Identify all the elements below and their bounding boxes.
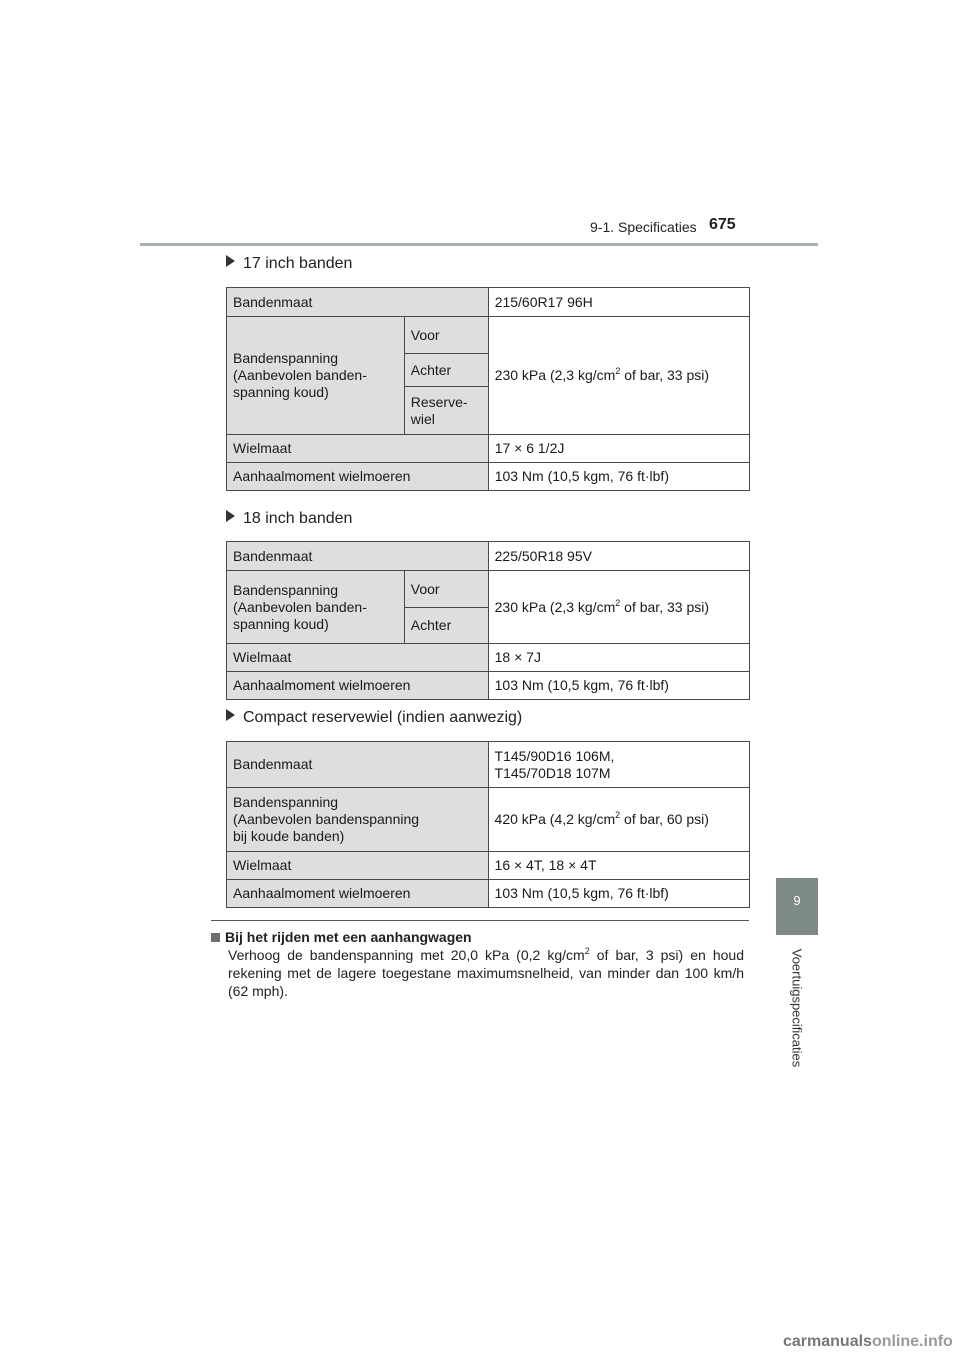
watermark (783, 1333, 953, 1351)
label-line: spanning koud) (233, 615, 329, 632)
value-bandenspanning (488, 317, 749, 435)
position-achter: Achter (404, 354, 488, 387)
value-wielmaat: 17 × 6 1/2J (488, 435, 749, 463)
superscript: 2 (584, 946, 590, 956)
heading-17-inch (226, 255, 352, 273)
label-bandenmaat: Bandenmaat (227, 742, 489, 788)
value-bandenmaat: 225/50R18 95V (488, 542, 749, 571)
value-text: 420 kPa (4,2 kg/cm (494, 811, 616, 827)
superscript: 2 (615, 597, 621, 608)
label-bandenspanning (227, 571, 405, 644)
value-bandenmaat: 215/60R17 96H (488, 288, 749, 317)
arrow-right-icon (226, 510, 235, 522)
value-text: of bar, 60 psi) (620, 811, 709, 827)
label-aanhaalmoment: Aanhaalmoment wielmoeren (227, 463, 489, 491)
value-text: of bar, 33 psi) (620, 367, 710, 383)
note-text: of bar, 3 psi) en houd rekening met de lagere toegestane maximumsnelheid, van minder dan 100 km/h (62 mph). (228, 947, 744, 999)
value-line: T145/70D18 107M (494, 764, 611, 781)
spec-table-compact-reservewiel (226, 741, 750, 908)
position-voor: Voor (404, 571, 488, 608)
spec-table-18-inch (226, 541, 750, 700)
square-bullet-icon (211, 933, 220, 942)
value-text: 230 kPa (2,3 kg/cm (494, 367, 616, 383)
label-line: (Aanbevolen bandenspanning (233, 811, 420, 827)
position-voor: Voor (404, 317, 488, 354)
arrow-right-icon (226, 709, 235, 721)
label-wielmaat: Wielmaat (227, 435, 489, 463)
note-title-text: Bij het rijden met een aanhangwagen (225, 929, 472, 945)
label-aanhaalmoment: Aanhaalmoment wielmoeren (227, 672, 489, 700)
value-aanhaalmoment: 103 Nm (10,5 kgm, 76 ft·lbf) (488, 672, 749, 700)
note-title (211, 929, 472, 945)
header-divider (140, 243, 818, 246)
label-line: (Aanbevolen banden- (233, 367, 367, 383)
position-reservewiel (404, 387, 488, 435)
value-text: of bar, 33 psi) (620, 598, 709, 615)
label-aanhaalmoment: Aanhaalmoment wielmoeren (227, 880, 489, 908)
label-bandenmaat: Bandenmaat (227, 288, 489, 317)
label-line: spanning koud) (233, 384, 329, 400)
chapter-tab[interactable] (776, 878, 818, 935)
note-body (228, 946, 744, 1000)
label-line: Bandenspanning (233, 794, 339, 810)
watermark-part: carmanuals (783, 1333, 872, 1350)
label-line: bij koude banden) (233, 828, 345, 844)
label-line: Bandenspanning (233, 581, 339, 598)
label-bandenspanning (227, 317, 405, 435)
value-bandenspanning (488, 788, 749, 852)
label-line: wiel (410, 410, 435, 427)
value-wielmaat: 18 × 7J (488, 644, 749, 672)
chapter-number: 9 (793, 893, 801, 908)
spec-table-17-inch (226, 287, 750, 491)
value-bandenmaat (488, 742, 749, 788)
label-bandenmaat: Bandenmaat (227, 542, 489, 571)
label-wielmaat: Wielmaat (227, 644, 489, 672)
value-bandenspanning (488, 571, 749, 644)
chapter-side-label: Voertuigspecificaties (789, 948, 805, 1068)
label-line: (Aanbevolen banden- (233, 598, 367, 615)
value-text: 230 kPa (2,3 kg/cm (494, 598, 616, 615)
label-bandenspanning (227, 788, 489, 852)
label-wielmaat: Wielmaat (227, 852, 489, 880)
label-line: Reserve- (410, 393, 468, 410)
heading-text: 17 inch banden (243, 255, 353, 272)
heading-18-inch (226, 510, 352, 528)
watermark-part: online.info (871, 1333, 953, 1350)
value-line: T145/90D16 106M, (494, 747, 615, 764)
superscript: 2 (615, 366, 621, 376)
note-divider (211, 920, 749, 921)
position-achter: Achter (404, 608, 488, 644)
arrow-right-icon (226, 255, 235, 267)
value-wielmaat: 16 × 4T, 18 × 4T (488, 852, 749, 880)
superscript: 2 (615, 810, 621, 820)
section-title: 9-1. Specificaties (590, 219, 697, 235)
value-aanhaalmoment: 103 Nm (10,5 kgm, 76 ft·lbf) (488, 463, 749, 491)
heading-compact-reservewiel (226, 709, 522, 727)
label-line: Bandenspanning (233, 350, 339, 366)
page-number: 675 (709, 216, 736, 233)
heading-text: 18 inch banden (243, 510, 353, 527)
note-text: Verhoog de bandenspanning met 20,0 kPa (0,2 kg/cm (228, 947, 585, 963)
heading-text: Compact reservewiel (indien aanwezig) (243, 709, 523, 726)
value-aanhaalmoment: 103 Nm (10,5 kgm, 76 ft·lbf) (488, 880, 749, 908)
